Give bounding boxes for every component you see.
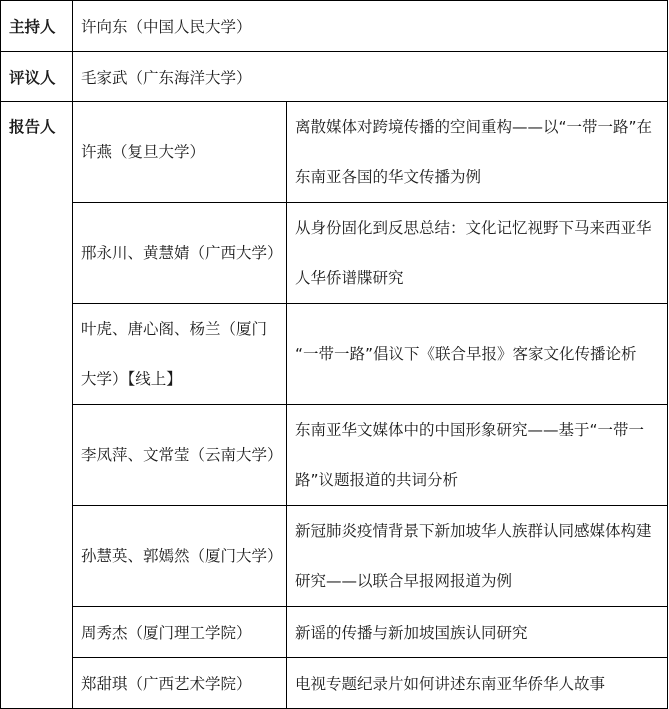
- reporter-row: [1, 506, 668, 607]
- reporter-topic: “一带一路”倡议下《联合早报》客家文化传播论析: [287, 304, 668, 405]
- reporter-row: [1, 203, 668, 304]
- reporter-row: [1, 304, 668, 405]
- reporter-row: [1, 658, 668, 709]
- reporter-topic: 东南亚华文媒体中的中国形象研究——基于“一带一路”议题报道的共词分析: [287, 405, 668, 506]
- reporter-row: [1, 607, 668, 658]
- host-label: 主持人: [1, 1, 73, 52]
- reporters-label: 报告人: [1, 102, 73, 709]
- reviewer-row: [1, 52, 668, 102]
- reporter-name: 孙慧英、郭嫣然（厦门大学）: [73, 506, 287, 607]
- reporter-name: 许燕（复旦大学）: [73, 102, 287, 203]
- reporter-name: 郑甜琪（广西艺术学院）: [73, 658, 287, 709]
- reporter-name: 周秀杰（厦门理工学院）: [73, 607, 287, 658]
- reporter-row: [1, 405, 668, 506]
- reporter-topic: 新谣的传播与新加坡国族认同研究: [287, 607, 668, 658]
- reporter-topic: 新冠肺炎疫情背景下新加坡华人族群认同感媒体构建研究——以联合早报网报道为例: [287, 506, 668, 607]
- reporter-name: 李凤萍、文常莹（云南大学）: [73, 405, 287, 506]
- reporter-name: 叶虎、唐心阁、杨兰（厦门大学）【线上】: [73, 304, 287, 405]
- reporter-topic: 电视专题纪录片如何讲述东南亚华侨华人故事: [287, 658, 668, 709]
- reporter-name: 邢永川、黄慧婧（广西大学）: [73, 203, 287, 304]
- reviewer-value: 毛家武（广东海洋大学）: [73, 52, 668, 102]
- reporter-topic: 从身份固化到反思总结：文化记忆视野下马来西亚华人华侨谱牒研究: [287, 203, 668, 304]
- reporter-row: [1, 102, 668, 203]
- host-value: 许向东（中国人民大学）: [73, 1, 668, 52]
- reporter-topic: 离散媒体对跨境传播的空间重构——以“一带一路”在东南亚各国的华文传播为例: [287, 102, 668, 203]
- reviewer-label: 评议人: [1, 52, 73, 102]
- host-row: [1, 1, 668, 52]
